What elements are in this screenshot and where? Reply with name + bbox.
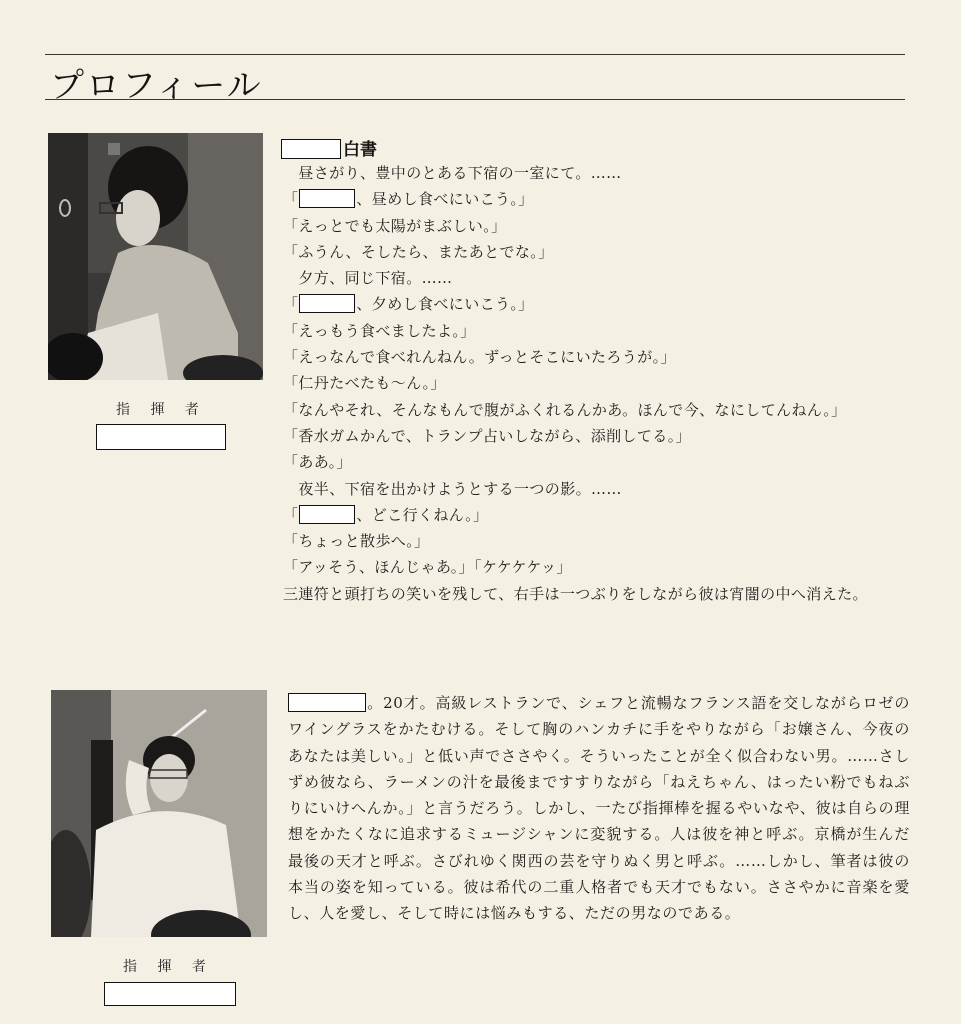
redacted-name-inline xyxy=(288,693,366,712)
text-line: 夕方、同じ下宿。…… xyxy=(283,269,453,288)
text-line: 「えっなんで食べれんねん。ずっとそこにいたろうが。」 xyxy=(283,348,676,367)
text-line: 「えっとでも太陽がまぶしい。」 xyxy=(283,216,507,235)
text-line: 「ああ。」 xyxy=(283,453,352,472)
text-line: 「ちょっと散歩へ。」 xyxy=(283,532,430,551)
text-line: 「 、昼めし食べにいこう。」 xyxy=(283,190,534,209)
redacted-name-inline xyxy=(299,189,355,208)
header-top-rule xyxy=(45,54,905,55)
redacted-name-2 xyxy=(104,982,236,1006)
redacted-name-inline xyxy=(299,505,355,524)
text-line: 「仁丹たべたも～ん。」 xyxy=(283,374,446,393)
text-line: 「なんやそれ、そんなもんで腹がふくれるんかあ。ほんで今、なにしてんねん。」 xyxy=(283,400,847,419)
text-line: 「 、どこ行くねん。」 xyxy=(283,505,489,524)
text-line: 「香水ガムかんで、トランプ占いしながら、添削してる。」 xyxy=(283,426,692,445)
role-label-1: 指 揮 者 xyxy=(116,402,207,418)
profile-1-text xyxy=(283,160,908,607)
heading-suffix: 白書 xyxy=(343,140,377,160)
text-line: 「えっもう食べましたよ。」 xyxy=(283,321,476,340)
header-bottom-rule xyxy=(45,99,905,100)
profile-1-heading xyxy=(281,135,377,160)
role-label-2: 指 揮 者 xyxy=(123,959,214,975)
conductor-photo-2 xyxy=(51,690,267,937)
page-title: プロフィール xyxy=(50,66,263,106)
redacted-heading-name xyxy=(281,139,341,159)
text-line: 「アッそう、ほんじゃあ。」「ケケケケッ」 xyxy=(283,558,572,577)
redacted-name-inline xyxy=(299,294,355,313)
text-line: 三連符と頭打ちの笑いを残して、右手は一つぶりをしながら彼は宵闇の中へ消えた。 xyxy=(283,584,868,603)
text-line: 「ふうん、そしたら、またあとでな。」 xyxy=(283,242,554,261)
text-line: 昼さがり、豊中のとある下宿の一室にて。…… xyxy=(283,164,622,182)
text-line: 「 、夕めし食べにいこう。」 xyxy=(283,295,534,314)
redacted-name-1 xyxy=(96,424,226,450)
text-line: 夜半、下宿を出かけようとする一つの影。…… xyxy=(283,479,622,498)
conductor-photo-1 xyxy=(48,133,263,380)
profile-2-text: 。20才。高級レストランで、シェフと流暢なフランス語を交しながらロゼのワイングラスをかたむける。そして胸のハンカチに手をやりながら「お嬢さん、今夜のあなたは美しい。」と低い声でささやく。そういったことが全く似合わない男。……さしずめ彼なら、ラーメンの汁を最後まですすりながら「ねえちゃん、はったい粉でもねぶりにいけへんか。」と言うだろう。しかし、一たび指揮棒を握るやいなや、彼は自らの理想をかたくなに追求するミュージシャンに変貌する。人は彼を神と呼ぶ。京橋が生んだ最後の天才と呼ぶ。さびれゆく関西の芸を守りぬく男と呼ぶ。……しかし、筆者は彼の本当の姿を知っている。彼は希代の二重人格者でも天才でもない。ささやかに音楽を愛し、人を愛し、そして時には悩みもする、ただの男なのである。 xyxy=(288,694,910,923)
